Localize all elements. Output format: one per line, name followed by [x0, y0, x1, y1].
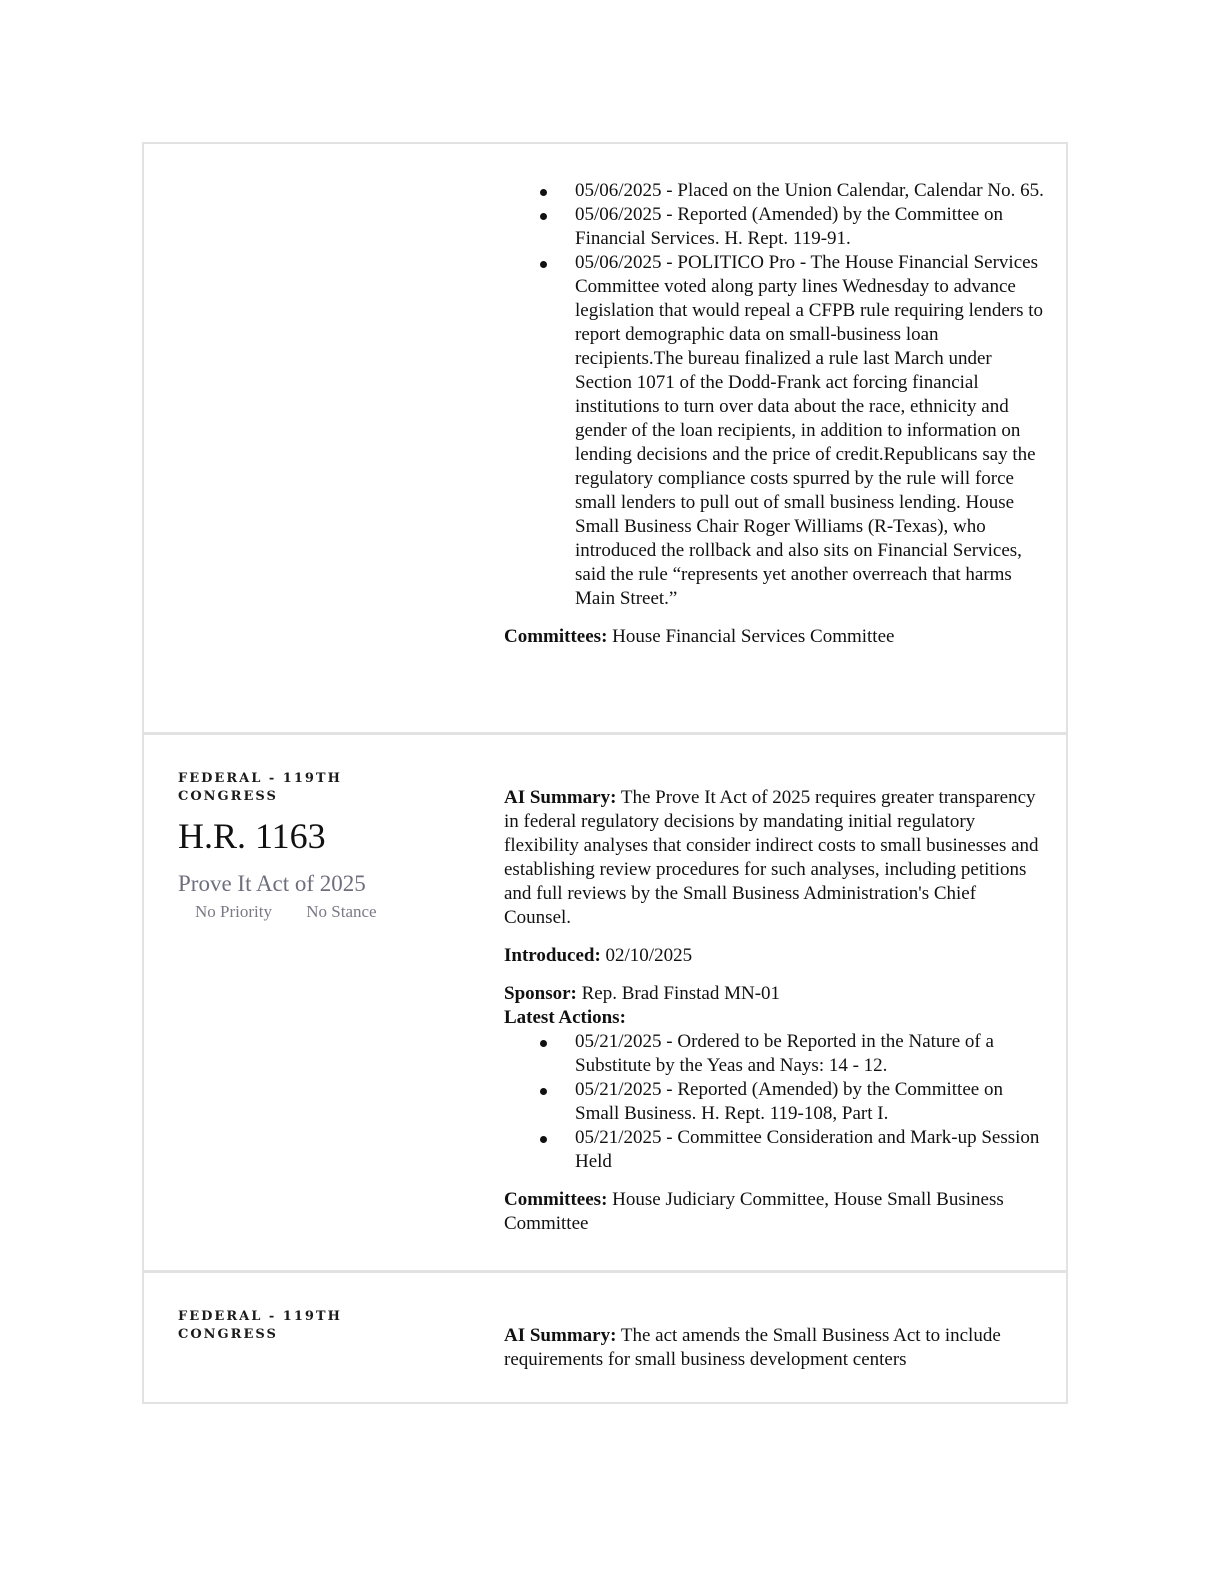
- bill-card-continued: [144, 144, 1066, 733]
- action-item: 05/21/2025 - Ordered to be Reported in the Nature of a Substitute by the Yeas and Nays: 14 - 12.: [504, 1030, 1044, 1078]
- sponsor: Sponsor: Rep. Brad Finstad MN-01: [504, 983, 781, 1004]
- introduced: Introduced: 02/10/2025: [504, 945, 693, 966]
- congress-label: FEDERAL - 119TH CONGRESS: [178, 1309, 342, 1342]
- action-item: 05/21/2025 - Committee Consideration and Mark-up Session Held: [504, 1126, 1044, 1174]
- latest-actions-heading: Latest Actions:: [504, 1007, 626, 1028]
- bullet-icon: [540, 261, 547, 268]
- bill-header: [178, 1308, 448, 1344]
- bullet-icon: [540, 189, 547, 196]
- bullet-icon: [540, 1136, 547, 1143]
- bill-details: [504, 179, 1044, 649]
- bill-title: Prove It Act of 2025: [178, 871, 366, 896]
- bill-card: [144, 1271, 1066, 1402]
- congress-label: FEDERAL - 119TH CONGRESS: [178, 771, 342, 804]
- priority-label: No Priority: [195, 902, 272, 921]
- bullet-icon: [540, 1088, 547, 1095]
- ai-summary: AI Summary: The Prove It Act of 2025 requires greater transparency in federal regulatory decisions by mandating initial regulatory flexibility analyses that consider indirect costs to small businesses and establishing review procedures for such analyses, including petitions and full reviews by the Small Business Administration's Chief Counsel.: [504, 787, 1039, 928]
- latest-actions-list: [504, 179, 1044, 611]
- action-item: 05/06/2025 - POLITICO Pro - The House Financial Services Committee voted along party lines Wednesday to advance legislation that would repeal a CFPB rule requiring lenders to report demographic data on small-business loan recipients.The bureau finalized a rule last March under Section 1071 of the Dodd-Frank act forcing financial institutions to turn over data about the race, ethnicity and gender of the loan recipients, in addition to information on lending decisions and the price of credit.Republicans say the regulatory compliance costs spurred by the rule will force small lenders to pull out of small business lending. House Small Business Chair Roger Williams (R-Texas), who introduced the rollback and also sits on Financial Services, said the rule “represents yet another overreach that harms Main Street.”: [504, 251, 1044, 611]
- bill-details: [504, 786, 1044, 1236]
- latest-actions-list: [504, 1030, 1044, 1174]
- committees: Committees: House Financial Services Committee: [504, 626, 895, 647]
- bill-meta: [178, 902, 448, 922]
- bill-list-frame: [142, 142, 1068, 1404]
- bill-number[interactable]: H.R. 1163: [178, 816, 326, 856]
- bill-details: [504, 1324, 1044, 1372]
- bullet-icon: [540, 213, 547, 220]
- action-item: 05/21/2025 - Reported (Amended) by the Committee on Small Business. H. Rept. 119-108, Part I.: [504, 1078, 1044, 1126]
- action-item: 05/06/2025 - Reported (Amended) by the Committee on Financial Services. H. Rept. 119-91.: [504, 203, 1044, 251]
- action-item: 05/06/2025 - Placed on the Union Calendar, Calendar No. 65.: [504, 179, 1044, 203]
- bill-card: [144, 733, 1066, 1271]
- committees: Committees: House Judiciary Committee, House Small Business Committee: [504, 1189, 1004, 1234]
- stance-label: No Stance: [306, 902, 377, 921]
- ai-summary: AI Summary: The act amends the Small Business Act to include requirements for small business development centers: [504, 1325, 1001, 1370]
- bill-header: [178, 770, 448, 922]
- bullet-icon: [540, 1040, 547, 1047]
